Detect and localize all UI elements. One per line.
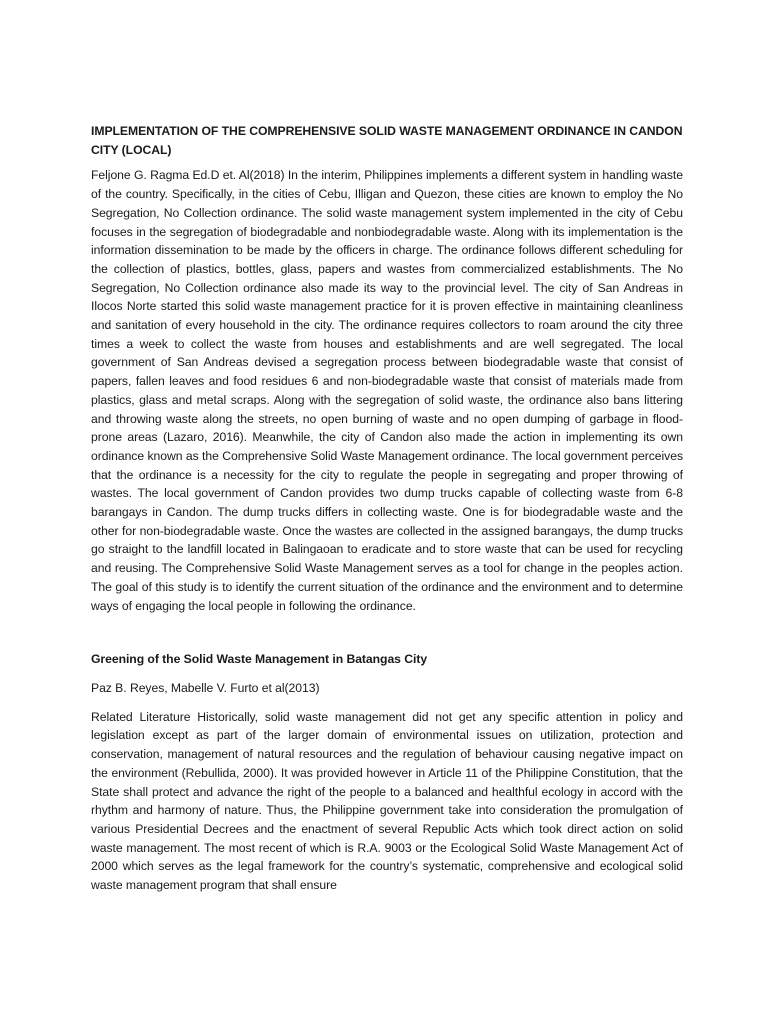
section-1-body: Feljone G. Ragma Ed.D et. Al(2018) In the interim, Philippines implements a different system in handling waste of the country. Specifically, in the cities of Cebu, Illigan and Quezon, these cities are known to employ the No Segregation, No Collection ordinance. The solid waste management system implemented in the city of Cebu focuses in the segregation of biodegradable and nonbiodegradable waste. Along with its implementation is the information dissemination to be made by the officers in charge. The ordinance follows different scheduling for the collection of plastics, bottles, glass, papers and wastes from commercialized establishments. The No Segregation, No Collection ordinance also made its way to the provincial level. The city of San Andreas in Ilocos Norte started this solid waste management practice for it is proven effective in maintaining cleanliness and sanitation of every household in the city. The ordinance requires collectors to roam around the city three times a week to collect the waste from houses and establishments and are well segregated. The local government of San Andreas devised a segregation process between biodegradable waste that consist of papers, fallen leaves and food residues 6 and non-biodegradable waste that consist of materials made from plastics, glass and metal scraps. Along with the segregation of solid waste, the ordinance also bans littering and throwing waste along the streets, no open burning of waste and no open dumping of garbage in flood-prone areas (Lazaro, 2016). Meanwhile, the city of Candon also made the action in implementing its own ordinance known as the Comprehensive Solid Waste Management ordinance. The local government perceives that the ordinance is a necessity for the city to regulate the people in segregating and proper throwing of wastes. The local government of Candon provides two dump trucks capable of collecting waste from 6-8 barangays in Candon. The dump trucks differs in collecting waste. One is for biodegradable waste and the other for non-biodegradable waste. Once the wastes are collected in the assigned barangays, the dump trucks go straight to the landfill located in Balingaoan to eradicate and to store waste that can be used for recycling and reusing. The Comprehensive Solid Waste Management serves as a tool for change in the peoples action. The goal of this study is to identify the current situation of the ordinance and the environment and to determine ways of engaging the local people in following the ordinance. (91, 168, 683, 613)
document-page (91, 122, 683, 895)
section-1-title: IMPLEMENTATION OF THE COMPREHENSIVE SOLID WASTE MANAGEMENT ORDINANCE IN CANDON CITY (LOCAL) (91, 124, 683, 157)
section-2-title: Greening of the Solid Waste Management in Batangas City (91, 652, 428, 667)
section-2-authors: Paz B. Reyes, Mabelle V. Furto et al(2013) (91, 680, 320, 695)
section-spacer (91, 615, 683, 650)
section-2-body: Related Literature Historically, solid waste management did not get any specific attention in policy and legislation except as part of the larger domain of environmental issues on utilization, protection and conservation, management of natural resources and the regulation of behaviour causing negative impact on the environment (Rebullida, 2000). It was provided however in Article 11 of the Philippine Constitution, that the State shall protect and advance the right of the people to a balanced and healthful ecology in accord with the rhythm and harmony of nature. Thus, the Philippine government take into consideration the promulgation of various Presidential Decrees and the enactment of several Republic Acts which took direct action on solid waste management. The most recent of which is R.A. 9003 or the Ecological Solid Waste Management Act of 2000 which serves as the legal framework for the country’s systematic, comprehensive and ecological solid waste management program that shall ensure (91, 709, 683, 893)
